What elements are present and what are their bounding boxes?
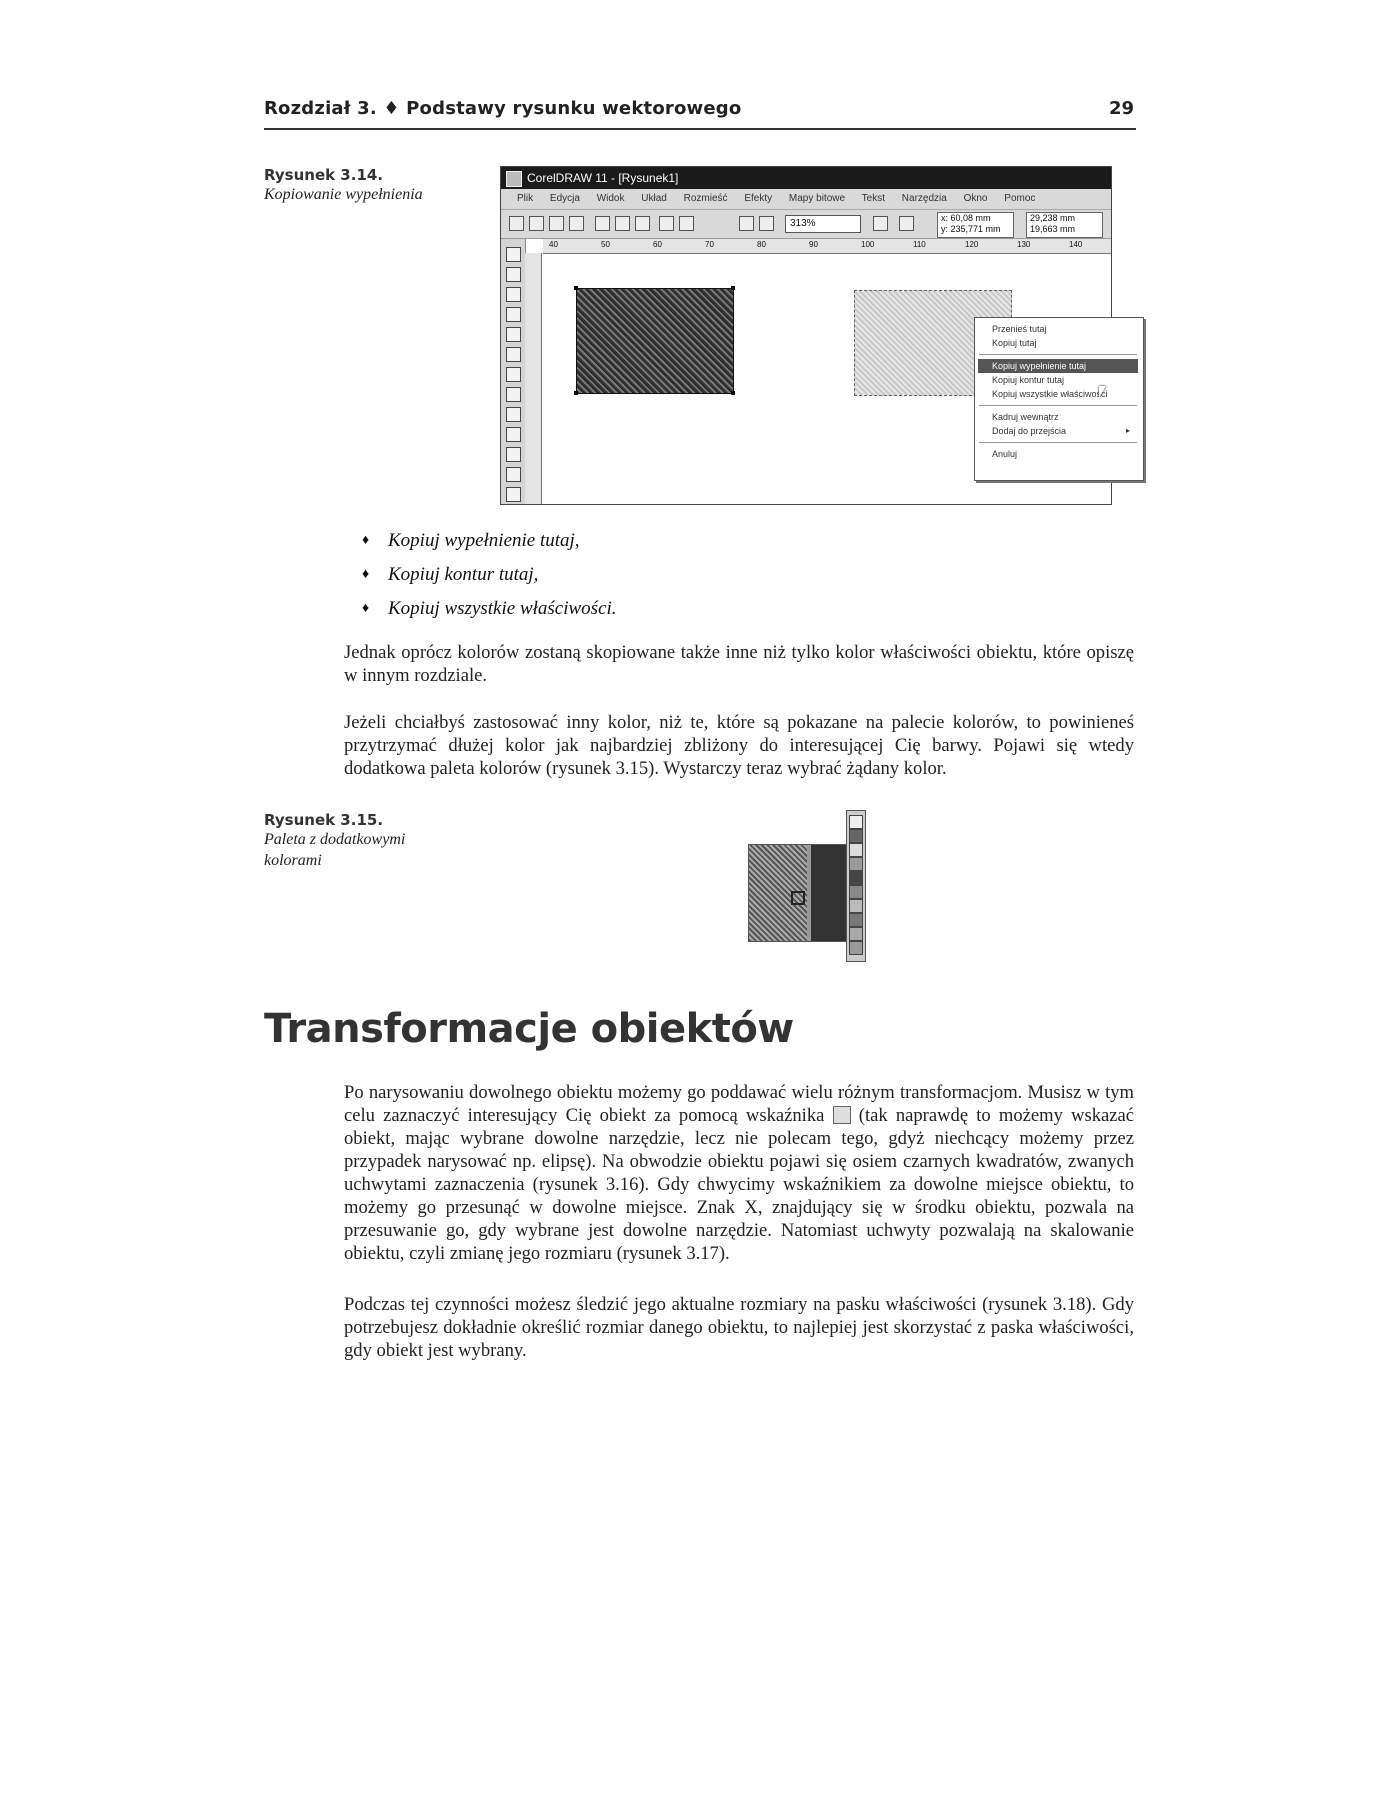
menu-separator: [979, 354, 1137, 355]
bullet-diamond-icon: ♦: [362, 601, 370, 616]
object-center-mark: [791, 891, 805, 905]
menu-item[interactable]: Widok: [596, 193, 625, 204]
source-rectangle[interactable]: [576, 288, 734, 394]
menu-move-here[interactable]: Przenieś tutaj: [992, 324, 1047, 334]
color-swatch[interactable]: [849, 899, 863, 913]
ruler-tick-label: 130: [1017, 240, 1031, 249]
bullet-list: [362, 524, 617, 626]
selection-handle[interactable]: [574, 391, 578, 395]
color-swatch[interactable]: [849, 941, 863, 955]
paragraph-text-start: Po narysowaniu dowolnego obiektu możemy go poddawać wielu różnym transformacjom. Musisz w tym celu zaznaczyć interesujący Cię obiekt za pomocą wskaźnika: [344, 1082, 1134, 1126]
window-titlebar: [501, 167, 1111, 189]
pick-tool-icon: [833, 1106, 851, 1124]
menu-item[interactable]: Okno: [963, 193, 988, 204]
extra-colors-palette-figure: [748, 810, 866, 960]
page-number: 29: [1108, 98, 1134, 119]
paragraph: Jednak oprócz kolorów zostaną skopiowane także inne niż tylko kolor właściwości obiektu, które opiszę w innym rozdziale.: [344, 642, 1134, 686]
window-title: CorelDRAW 11 - [Rysunek1]: [527, 171, 679, 185]
menu-item[interactable]: Edycja: [549, 193, 580, 204]
chapter-title: Rozdział 3. ♦ Podstawy rysunku wektorowego: [264, 98, 742, 119]
size-width[interactable]: 29,238 mm: [1030, 213, 1076, 223]
import-icon[interactable]: [739, 216, 754, 231]
figure-label: Rysunek 3.14.: [264, 166, 384, 184]
paste-icon[interactable]: [635, 216, 650, 231]
color-swatch[interactable]: [849, 927, 863, 941]
menu-separator: [979, 405, 1137, 406]
ruler-tick-label: 110: [913, 240, 926, 249]
ruler-tick-label: 60: [653, 240, 662, 249]
color-swatch[interactable]: [849, 843, 863, 857]
menu-separator: [979, 442, 1137, 443]
size-fields[interactable]: [1026, 212, 1103, 238]
interactive-tool-icon[interactable]: [506, 427, 521, 442]
list-item: [362, 558, 617, 592]
color-swatch[interactable]: [849, 857, 863, 871]
cut-icon[interactable]: [595, 216, 610, 231]
ruler-tick-label: 80: [757, 240, 766, 249]
bullet-diamond-icon: ♦: [362, 567, 370, 582]
selection-handle[interactable]: [731, 286, 735, 290]
export-icon[interactable]: [759, 216, 774, 231]
horizontal-ruler: [543, 239, 1111, 254]
undo-icon[interactable]: [659, 216, 674, 231]
color-swatch[interactable]: [849, 829, 863, 843]
drawing-canvas[interactable]: [542, 254, 1130, 504]
redo-icon[interactable]: [679, 216, 694, 231]
paragraph: [344, 1081, 1134, 1265]
menu-item[interactable]: Rozmieść: [683, 193, 728, 204]
menu-cancel[interactable]: Anuluj: [992, 449, 1018, 459]
text-tool-icon[interactable]: [506, 407, 521, 422]
copy-icon[interactable]: [615, 216, 630, 231]
menu-copy-outline-here[interactable]: Kopiuj kontur tutaj: [992, 375, 1065, 385]
zoom-select[interactable]: 313%: [785, 215, 861, 233]
size-height[interactable]: 19,663 mm: [1030, 224, 1076, 234]
ruler-tick-label: 70: [705, 240, 714, 249]
options-icon[interactable]: [899, 216, 914, 231]
new-document-icon[interactable]: [509, 216, 524, 231]
ruler-tick-label: 140: [1069, 240, 1083, 249]
list-item: [362, 524, 617, 558]
menu-add-to-blend[interactable]: [978, 424, 1138, 438]
rectangle-tool-icon[interactable]: [506, 327, 521, 342]
context-menu: [974, 317, 1144, 481]
open-icon[interactable]: [529, 216, 544, 231]
toolbox: [501, 239, 526, 504]
menu-bar: [501, 189, 1111, 210]
selection-handle[interactable]: [574, 286, 578, 290]
ruler-tick-label: 50: [601, 240, 610, 249]
position-y[interactable]: y: 235,771 mm: [941, 224, 1001, 234]
fill-tool-icon[interactable]: [506, 487, 521, 502]
menu-copy-all-properties[interactable]: Kopiuj wszystkie właściwości: [992, 389, 1108, 399]
figure-3-14-caption: [264, 166, 464, 205]
basic-shapes-tool-icon[interactable]: [506, 387, 521, 402]
ruler-tick-label: 120: [965, 240, 979, 249]
list-item-text: Kopiuj wypełnienie tutaj,: [388, 530, 580, 551]
figure-caption-text: Paleta z dodatkowymi kolorami: [264, 831, 406, 869]
app-icon: [506, 171, 522, 187]
menu-copy-fill-here[interactable]: Kopiuj wypełnienie tutaj: [978, 359, 1138, 373]
menu-item[interactable]: Tekst: [861, 193, 885, 204]
save-icon[interactable]: [549, 216, 564, 231]
paragraph-text-end: (tak naprawdę to możemy wskazać obiekt, mając wybrane dowolne narzędzie, lecz nie polecam tego, gdyż niechcący możemy przez przypadek narysować np. elipsę). Na obwodzie obiektu pojawi się osiem czarnych kwadratów, zwanych uchwytami zaznaczenia (rysunek 3.16). Gdy chwycimy wskaźnikiem za dowolne miejsce obiektu, to możemy go przesunąć w dowolne miejsce. Znak X, znajdujący się w środku obiektu, pozwala na przesuwanie go, gdy wybrane jest dowolne narzędzie. Natomiast uchwyty pozwalają na skalowanie obiektu, czyli zmianę jego rozmiaru (rysunek 3.17).: [344, 1105, 1135, 1264]
menu-add-to-blend-label: Dodaj do przejścia: [992, 426, 1067, 436]
menu-item[interactable]: Efekty: [744, 193, 773, 204]
list-item-text: Kopiuj wszystkie właściwości.: [388, 598, 617, 619]
list-item-text: Kopiuj kontur tutaj,: [388, 564, 539, 585]
menu-item[interactable]: Pomoc: [1004, 193, 1036, 204]
paragraph: Podczas tej czynności możesz śledzić jego aktualne rozmiary na pasku właściwości (rysunek 3.18). Gdy potrzebujesz dokładnie określić rozmiar danego obiektu, to najlepiej jest skorzystać z paska właściwości, gdy obiekt jest wybrany.: [344, 1294, 1134, 1361]
figure-label: Rysunek 3.15.: [264, 811, 384, 829]
figure-3-15-caption: [264, 811, 464, 871]
ruler-tick-label: 40: [549, 240, 558, 249]
running-head: [264, 98, 1136, 130]
submenu-arrow-icon: ▸: [1125, 426, 1130, 435]
figure-caption-text: Kopiowanie wypełnienia: [264, 186, 423, 203]
color-sample-dark: [811, 845, 849, 941]
color-swatch[interactable]: [849, 885, 863, 899]
list-item: [362, 592, 617, 626]
bullet-diamond-icon: ♦: [362, 533, 370, 548]
snap-icon[interactable]: [873, 216, 888, 231]
ellipse-tool-icon[interactable]: [506, 347, 521, 362]
ruler-tick-label: 90: [809, 240, 818, 249]
color-swatch[interactable]: [849, 913, 863, 927]
print-icon[interactable]: [569, 216, 584, 231]
mouse-cursor-icon: [1099, 386, 1106, 398]
ruler-tick-label: 100: [861, 240, 875, 249]
paragraph: Jeżeli chciałbyś zastosować inny kolor, niż te, które są pokazane na palecie kolorów, to powinieneś przytrzymać dłużej kolor jak najbardziej zbliżony do interesującej Cię barwy. Pojawi się wtedy dodatkowa paleta kolorów (rysunek 3.15). Wystarczy teraz wybrać żądany kolor.: [344, 712, 1134, 779]
shape-tool-icon[interactable]: [506, 267, 521, 282]
menu-item[interactable]: Mapy bitowe: [788, 193, 846, 204]
selection-handle[interactable]: [731, 391, 735, 395]
section-heading: Transformacje obiektów: [264, 1006, 794, 1052]
polygon-tool-icon[interactable]: [506, 367, 521, 382]
eyedropper-tool-icon[interactable]: [506, 447, 521, 462]
outline-tool-icon[interactable]: [506, 467, 521, 482]
standard-toolbar: [501, 210, 1111, 239]
menu-powerclip-inside[interactable]: Kadruj wewnątrz: [992, 412, 1059, 422]
zoom-tool-icon[interactable]: [506, 287, 521, 302]
menu-copy-here[interactable]: Kopiuj tutaj: [992, 338, 1037, 348]
position-x[interactable]: x: 60,08 mm: [941, 213, 991, 223]
color-palette-strip: [846, 810, 866, 962]
position-fields[interactable]: [937, 212, 1014, 238]
menu-item[interactable]: Narzędzia: [901, 193, 947, 204]
color-swatch[interactable]: [849, 871, 863, 885]
color-sample: [748, 844, 850, 942]
menu-item[interactable]: Układ: [641, 193, 667, 204]
coreldraw-screenshot: [500, 166, 1130, 505]
menu-item[interactable]: Plik: [517, 193, 534, 204]
freehand-tool-icon[interactable]: [506, 307, 521, 322]
pick-tool-icon[interactable]: [506, 247, 521, 262]
color-swatch[interactable]: [849, 815, 863, 829]
vertical-ruler: [525, 253, 542, 504]
